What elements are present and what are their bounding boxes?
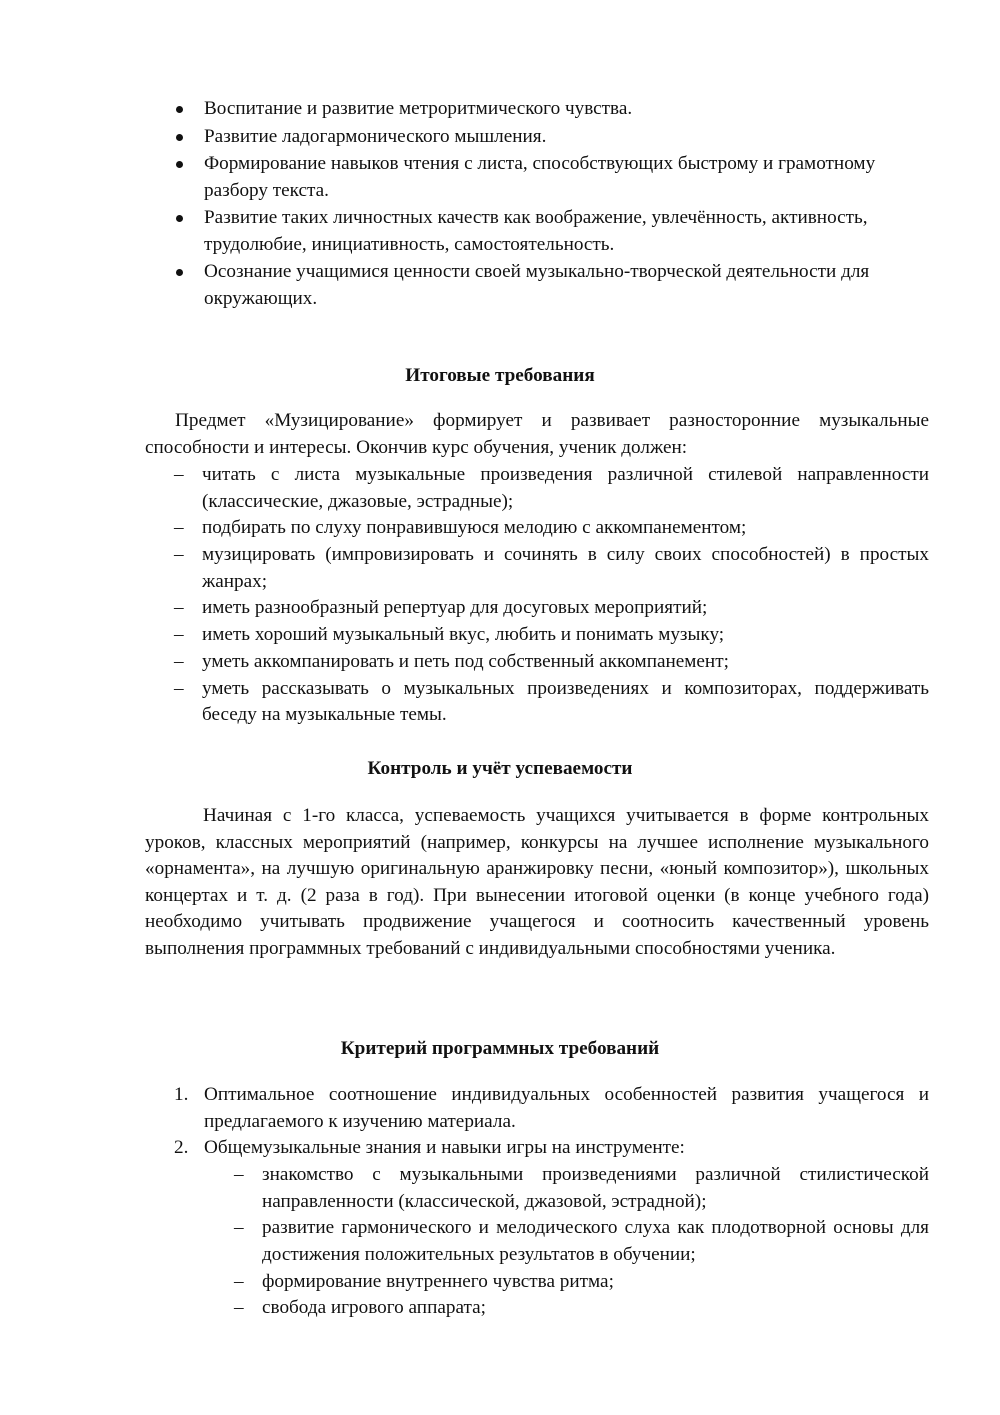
- sub-list-item: [232, 1295, 929, 1322]
- heading-progress-control: Контроль и учёт успеваемости: [367, 758, 633, 779]
- sub-list-item-text: формирование внутреннего чувства ритма;: [262, 1270, 614, 1292]
- sub-list-item-text: знакомство с музыкальными произведениями различной стилистической направленности (классической, джазовой, эстрадной);: [262, 1164, 929, 1212]
- dash-icon: –: [174, 650, 184, 672]
- item-number: 1.: [174, 1084, 189, 1105]
- criteria-sub-list: [232, 1162, 929, 1322]
- bullet-icon: [176, 106, 183, 113]
- list-item: [172, 542, 929, 595]
- progress-control-text: Начиная с 1-го класса, успеваемость учащихся учитывается в форме контрольных уроков, классных мероприятий (например, конкурсы на лучшее исполнение музыкального «орнамента», на лучшую оригинальную аранжировку песни, «юный композитор»), школьных концертах и т. д. (2 раза в год). При вынесении итоговой оценки (в конце учебного года) необходимо учитывать продвижение учащегося и соотносить качественный уровень выполнения программных требований с индивидуальными способностями ученика.: [145, 805, 929, 959]
- dash-icon: –: [174, 544, 184, 566]
- criteria-item: [172, 1135, 929, 1162]
- list-item-text: музицировать (импровизировать и сочинять в силу своих способностей) в простых жанрах;: [202, 544, 929, 592]
- final-requirements-intro-text: Предмет «Музицирование» формирует и развивает разносторонние музыкальные способности и интересы. Окончив курс обучения, ученик должен:: [145, 410, 929, 458]
- bullet-item: [172, 96, 932, 123]
- dash-icon: –: [234, 1217, 244, 1239]
- list-item-text: иметь разнообразный репертуар для досуговых мероприятий;: [202, 597, 708, 619]
- bullet-icon: [176, 269, 183, 276]
- dash-icon: –: [174, 517, 184, 539]
- bullet-icon: [176, 215, 183, 222]
- bullet-text: Осознание учащимися ценности своей музыкально-творческой деятельности для окружающих.: [204, 261, 870, 309]
- dash-icon: –: [174, 677, 184, 699]
- final-requirements-list: [172, 462, 929, 729]
- sub-list-item-text: свобода игрового аппарата;: [262, 1297, 486, 1319]
- dash-icon: –: [234, 1297, 244, 1319]
- bullet-text: Развитие ладогармонического мышления.: [204, 125, 547, 147]
- progress-control-paragraph: [145, 803, 929, 963]
- list-item-text: уметь аккомпанировать и петь под собственный аккомпанемент;: [202, 650, 729, 672]
- bullet-item: [172, 259, 932, 312]
- list-item: [172, 676, 929, 729]
- dash-icon: –: [174, 624, 184, 646]
- heading-criteria: Критерий программных требований: [340, 1038, 660, 1059]
- bullet-icon: [176, 161, 183, 168]
- heading-final-requirements: Итоговые требования: [405, 365, 595, 386]
- final-requirements-intro: [145, 408, 929, 461]
- criteria-item: [172, 1082, 929, 1135]
- item-number: 2.: [174, 1137, 189, 1158]
- dash-icon: –: [234, 1270, 244, 1292]
- list-item-text: подбирать по слуху понравившуюся мелодию с аккомпанементом;: [202, 517, 747, 539]
- bullet-text: Формирование навыков чтения с листа, способствующих быстрому и грамотному разбору текста.: [204, 153, 876, 201]
- bullet-item: [172, 151, 932, 204]
- bullet-text: Воспитание и развитие метроритмического чувства.: [204, 98, 633, 119]
- list-item: [172, 595, 929, 622]
- dash-icon: –: [174, 464, 184, 485]
- list-item: [172, 622, 929, 649]
- criteria-list: [172, 1082, 929, 1162]
- sub-list-item: [232, 1162, 929, 1215]
- list-item: [172, 649, 929, 676]
- criteria-item-text: Общемузыкальные знания и навыки игры на инструменте:: [204, 1137, 685, 1158]
- sub-list-item-text: развитие гармонического и мелодического слуха как плодотворной основы для достижения положительных результатов в обучении;: [262, 1217, 929, 1265]
- dash-icon: –: [234, 1164, 244, 1185]
- list-item-text: читать с листа музыкальные произведения различной стилевой направленности (классические, джазовые, эстрадные);: [202, 464, 929, 512]
- intro-bullet-list: [172, 96, 932, 313]
- sub-list-item: [232, 1269, 929, 1296]
- dash-icon: –: [174, 597, 184, 619]
- bullet-icon: [176, 134, 183, 141]
- list-item: [172, 515, 929, 542]
- list-item-text: уметь рассказывать о музыкальных произведениях и композиторах, поддерживать беседу на музыкальные темы.: [202, 677, 929, 726]
- bullet-text: Развитие таких личностных качеств как воображение, увлечённость, активность, трудолюбие, инициативность, самостоятельность.: [204, 207, 868, 255]
- criteria-item-text: Оптимальное соотношение индивидуальных особенностей развития учащегося и предлагаемого к изучению материала.: [204, 1084, 929, 1132]
- list-item-text: иметь хороший музыкальный вкус, любить и понимать музыку;: [202, 624, 725, 646]
- sub-list-item: [232, 1215, 929, 1268]
- bullet-item: [172, 124, 932, 151]
- list-item: [172, 462, 929, 515]
- bullet-item: [172, 205, 932, 258]
